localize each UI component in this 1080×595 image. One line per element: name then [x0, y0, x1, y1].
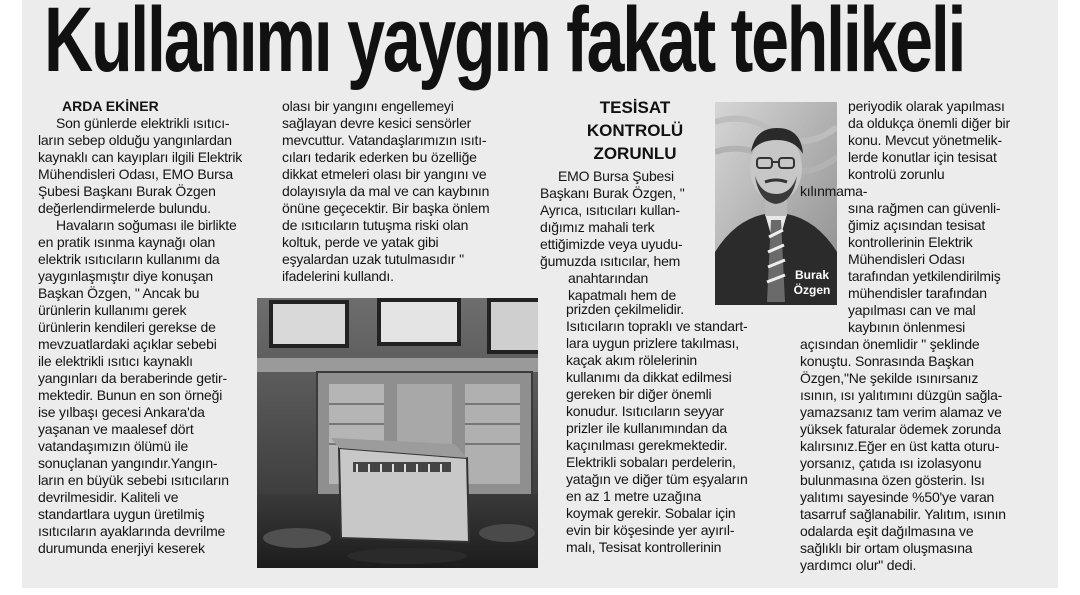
paragraph: Havaların soğuması ile birlikte en pratik ısınma kaynağı olan elektrik ısıtıcıların kullanımı da yaygınlaşmıştır diye konuşan Başkan Özgen, " Ancak bu ürünlerin kullanımı gerek ürünlerin kendileri gerekse de mevzuatlardaki açıklar sebebi ile elektrikli ısıtıcı kaynaklı yangınları da beraberinde getir- mektedir. Bunun en son örneği ise yılbaşı gecesi Ankara'da yaşanan ve maalesef dört vatandaşımızın ölümü ile sonuçlanan yangındır.Yangın- ların en büyük sebebi ısıtıcıların devrilmesidir. Kaliteli ve standartlara uygun üretilmiş ısıtıcıların ayaklarında devrilme durumunda enerjiyi keserek — [38, 217, 237, 556]
photo-caption: Burak Özgen — [793, 268, 831, 297]
article-column-2: olası bir yangını engellemeyi sağlayan devre kesici sensörler mevcuttur. Vatandaşlarımızın ısıtı- cıları tedarik ederken bu özelliğe dikkat etmeleri olası bir yangını ve dolayısıyla da mal ve can kaybının önüne geçecektir. Bir başka önlem de ısıtıcıların tutuşma riski olan koltuk, perde ve yatak gibi eşyalardan uzak tutulmasıdır " ifadelerini kullandı. — [282, 98, 490, 284]
article-column-3-lower: prizden çekilmelidir. Isıtıcıların topraklı ve standart- lara uygun prizlere takılması, kaçak akım rölelerinin kullanımı da dikkat edilmesi gereken bir diğer önemli konudur. Isıtıcıların seyyar prizler ile kullanımından da kaçınılması gerekmektedir. Elektrikli sobaları perdelerin, yatağın ve diğer tüm eşyaların en az 1 metre uzağına koymak gerekir. Sobalar için evin bir köşesinde yer ayırıl- malı, Tesisat kontrollerinin — [566, 301, 748, 555]
subheading: TESİSAT KONTROLÜ ZORUNLU — [586, 98, 684, 163]
paragraph: Son günlerde elektrikli ısıtıcı- ların sebep olduğu yangınlardan kaynaklı can kayıpları ilgili Elektrik Mühendisleri Odası, EMO Bursa Şubesi Başkanı Burak Özgen değerlendirmelerde bulundu. — [38, 115, 243, 216]
headline: Kullanımı yaygın fakat tehlikeli — [44, 0, 965, 91]
article-column-1 — [38, 98, 270, 557]
article-column-4: periyodik olarak yapılması da oldukça önemli diğer bir konu. Mevcut yönetmelik- lerde konutlar için tesisat kontrolü zorunlu kılınmama- sına rağmen can güvenli- ğimiz açısından tesisat kontrollerinin Elektrik Mühendisleri Odası tarafından yetkilendirilmiş mühendisler tarafından yapılması can ve mal kaybının önlenmesi açısından önemlidir " şeklinde konuştu. Sonrasında Başkan Özgen,"Ne şekilde ısınırsanız ısının, ısı yalıtımını düzgün sağla- yamazsanız tam verim alamaz ve yüksek faturalar ödemek zorunda kalırsınız.Eğer en üst katta oturu- yorsanız, çatıda ısı izolasyonu bulunmasına özen gösterin. Isı yalıtımı sayesinde %50'ye varan tasarruf sağlanabilir. Yalıtım, ısının odalarda eşit dağılmasına ve sağlıklı bir ortam oluşmasına yardımcı olur" dedi. — [800, 98, 1010, 573]
heater-photo — [257, 298, 538, 568]
article-column-3: EMO Bursa Şubesi Başkanı Burak Özgen, " Ayrıca, ısıtıcıları kullan- dığımız mahali terk ettiğimizde veya uyudu- ğumuzda ısıtıcılar, hem anahtarından kapatmalı hem de — [540, 168, 685, 303]
byline: ARDA EKİNER — [62, 98, 159, 114]
